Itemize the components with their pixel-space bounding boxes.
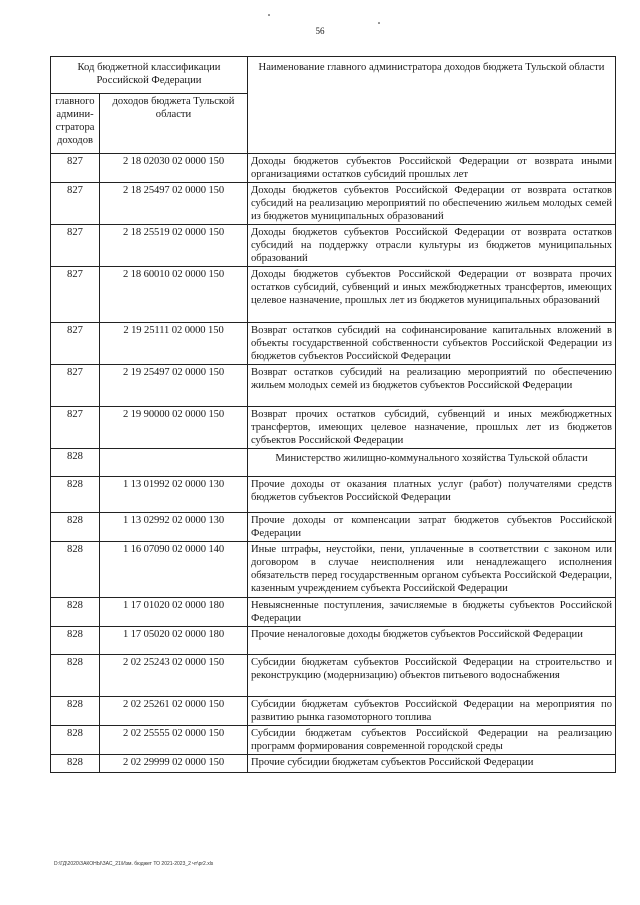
income-name-cell: Субсидии бюджетам субъектов Российской Федерации на строительство и реконструкцию (модернизацию) объектов питьевого водоснабжения — [248, 655, 616, 697]
income-code-cell: 2 02 25261 02 0000 150 — [100, 697, 248, 726]
admin-code-cell: 828 — [51, 697, 100, 726]
income-name-cell: Возврат остатков субсидий на реализацию мероприятий по обеспечению жильем молодых семей из бюджетов субъектов Российской Федерации — [248, 365, 616, 407]
income-name-cell: Субсидии бюджетам субъектов Российской Федерации на мероприятия по развитию рынка газомоторного топлива — [248, 697, 616, 726]
income-classification-table — [50, 56, 616, 773]
header-admin-column: главного админи-стратора доходов — [51, 94, 100, 154]
file-path-footer: D:\ГД\2020\ЗАКОНЫ\ЗАС_21\Изм. бюджет ТО 2021-2023_2 чт\pr2.xls — [54, 861, 214, 867]
admin-code-cell: 827 — [51, 407, 100, 449]
table-row — [51, 154, 616, 183]
page-number: 56 — [315, 26, 325, 36]
income-name-cell: Прочие доходы от оказания платных услуг (работ) получателями средств бюджетов субъектов Российской Федерации — [248, 477, 616, 513]
admin-code-cell: 828 — [51, 726, 100, 755]
admin-code-cell: 828 — [51, 755, 100, 773]
table-row — [51, 542, 616, 598]
income-name-cell: Доходы бюджетов субъектов Российской Федерации от возврата прочих остатков субсидий, субвенций и иных межбюджетных трансфертов, имеющих целевое назначение, прошлых лет из бюджетов муниципальных образований — [248, 267, 616, 323]
admin-code-cell: 828 — [51, 655, 100, 697]
income-name-cell: Прочие субсидии бюджетам субъектов Российской Федерации — [248, 755, 616, 773]
table-row — [51, 726, 616, 755]
income-name-cell: Прочие доходы от компенсации затрат бюджетов субъектов Российской Федерации — [248, 513, 616, 542]
income-code-cell: 2 19 25111 02 0000 150 — [100, 323, 248, 365]
income-name-cell: Иные штрафы, неустойки, пени, уплаченные в соответствии с законом или договором в случае неисполнения или ненадлежащего исполнения обязательств перед государственным органом субъекта Российской Федерации, казенным учреждением субъекта Российской Федерации — [248, 542, 616, 598]
income-name-cell: Прочие неналоговые доходы бюджетов субъектов Российской Федерации — [248, 627, 616, 655]
income-code-cell: 2 19 90000 02 0000 150 — [100, 407, 248, 449]
income-name-cell: Доходы бюджетов субъектов Российской Федерации от возврата иными организациями остатков субсидий прошлых лет — [248, 154, 616, 183]
admin-code-cell: 827 — [51, 365, 100, 407]
table-row — [51, 183, 616, 225]
table-row — [51, 407, 616, 449]
table-header — [51, 57, 616, 154]
income-code-cell: 2 18 02030 02 0000 150 — [100, 154, 248, 183]
admin-code-cell: 828 — [51, 449, 100, 477]
admin-code-cell: 828 — [51, 598, 100, 627]
income-code-cell: 1 13 02992 02 0000 130 — [100, 513, 248, 542]
header-name-column: Наименование главного администратора доходов бюджета Тульской области — [248, 57, 616, 154]
income-code-cell: 1 17 01020 02 0000 180 — [100, 598, 248, 627]
table-body — [51, 154, 616, 773]
table-row — [51, 655, 616, 697]
income-name-cell: Невыясненные поступления, зачисляемые в бюджеты субъектов Российской Федерации — [248, 598, 616, 627]
income-name-cell: Возврат остатков субсидий на софинансирование капитальных вложений в объекты государственной собственности субъектов Российской Федерации из бюджетов субъектов Российской Федерации — [248, 323, 616, 365]
scan-speck — [378, 22, 380, 24]
table-row — [51, 513, 616, 542]
income-code-cell: 2 18 25519 02 0000 150 — [100, 225, 248, 267]
admin-code-cell: 827 — [51, 154, 100, 183]
admin-code-cell: 828 — [51, 627, 100, 655]
table-row — [51, 267, 616, 323]
income-code-cell: 2 02 25555 02 0000 150 — [100, 726, 248, 755]
table-row — [51, 755, 616, 773]
administrator-name-cell: Министерство жилищно-коммунального хозяйства Тульской области — [248, 449, 616, 477]
admin-code-cell: 827 — [51, 183, 100, 225]
table-row — [51, 697, 616, 726]
income-code-cell: 1 13 01992 02 0000 130 — [100, 477, 248, 513]
table-row — [51, 225, 616, 267]
section-row — [51, 449, 616, 477]
admin-code-cell: 827 — [51, 267, 100, 323]
table-row — [51, 365, 616, 407]
income-name-cell: Субсидии бюджетам субъектов Российской Федерации на реализацию программ формирования современной городской среды — [248, 726, 616, 755]
income-code-cell: 2 19 25497 02 0000 150 — [100, 365, 248, 407]
header-income-column: доходов бюджета Тульской области — [100, 94, 248, 154]
admin-code-cell: 828 — [51, 542, 100, 598]
admin-code-cell: 827 — [51, 225, 100, 267]
income-code-cell: 2 02 25243 02 0000 150 — [100, 655, 248, 697]
table-row — [51, 323, 616, 365]
income-name-cell: Доходы бюджетов субъектов Российской Федерации от возврата остатков субсидий на реализацию мероприятий по обеспечению жильем молодых семей из бюджетов муниципальных образований — [248, 183, 616, 225]
income-code-cell — [100, 449, 248, 477]
income-code-cell: 1 16 07090 02 0000 140 — [100, 542, 248, 598]
income-code-cell: 1 17 05020 02 0000 180 — [100, 627, 248, 655]
table-row — [51, 477, 616, 513]
table-row — [51, 627, 616, 655]
admin-code-cell: 828 — [51, 477, 100, 513]
scan-speck — [268, 14, 270, 16]
table-row — [51, 598, 616, 627]
income-name-cell: Доходы бюджетов субъектов Российской Федерации от возврата остатков субсидий на поддержку отрасли культуры из бюджетов муниципальных образований — [248, 225, 616, 267]
income-code-cell: 2 18 60010 02 0000 150 — [100, 267, 248, 323]
admin-code-cell: 828 — [51, 513, 100, 542]
income-code-cell: 2 02 29999 02 0000 150 — [100, 755, 248, 773]
income-name-cell: Возврат прочих остатков субсидий, субвенций и иных межбюджетных трансфертов, имеющих целевое назначение, прошлых лет из бюджетов субъектов Российской Федерации — [248, 407, 616, 449]
header-code-group: Код бюджетной классификации Российской Федерации — [51, 57, 248, 94]
admin-code-cell: 827 — [51, 323, 100, 365]
income-code-cell: 2 18 25497 02 0000 150 — [100, 183, 248, 225]
